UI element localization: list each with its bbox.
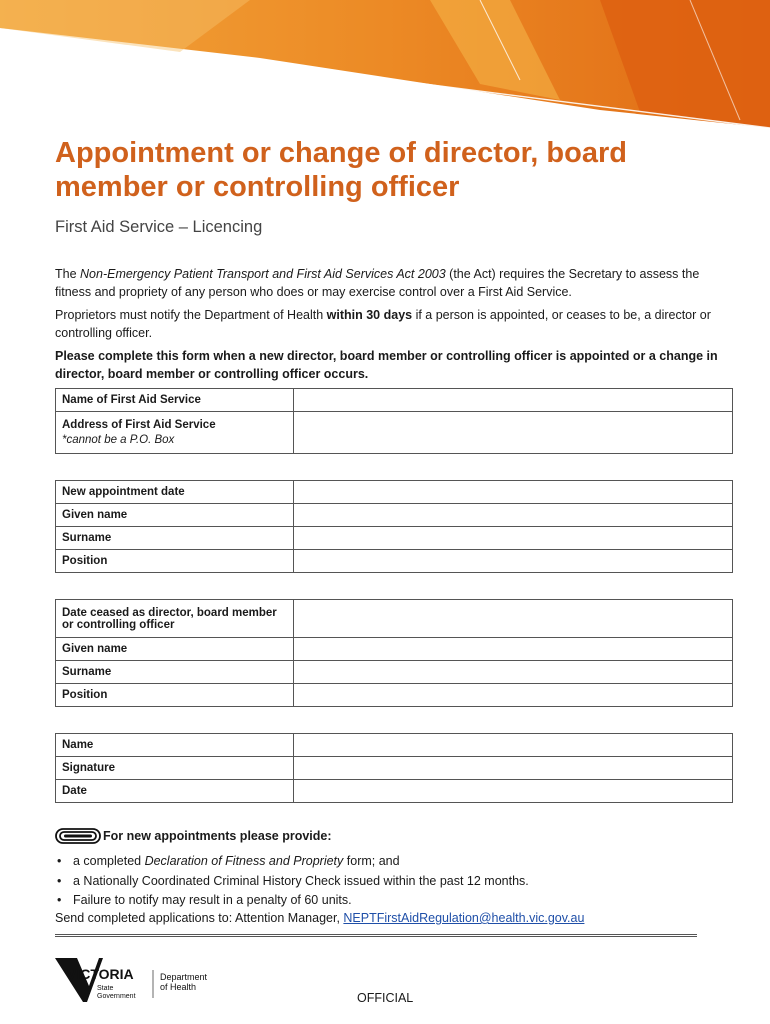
- service-address-label: Address of First Aid Service *cannot be a P.O. Box: [56, 412, 294, 454]
- intro-paragraph-act: The Non-Emergency Patient Transport and First Aid Services Act 2003 (the Act) requires the Secretary to assess the fitness and propriety of any person who does or may exercise control over a First Aid Service.: [55, 267, 700, 299]
- signature-date-label: Date: [56, 780, 294, 803]
- victoria-government-logo: [55, 956, 225, 1004]
- signature-field[interactable]: [294, 757, 733, 780]
- email-link[interactable]: NEPTFirstAidRegulation@health.vic.gov.au: [343, 911, 585, 925]
- svg-text:State: State: [97, 985, 114, 992]
- list-item: • a Nationally Coordinated Criminal History Check issued within the past 12 months.: [55, 872, 529, 892]
- intro-paragraph-notify: Proprietors must notify the Department of Health within 30 days if a person is appointed, or ceases to be, a director or controlling officer.: [55, 308, 711, 340]
- ceased-surname-label: Surname: [56, 661, 294, 684]
- new-given-name-field[interactable]: [294, 504, 733, 527]
- footer-divider: [55, 934, 697, 937]
- ceased-surname-field[interactable]: [294, 661, 733, 684]
- date-ceased-label: Date ceased as director, board member or controlling officer: [56, 600, 294, 638]
- service-name-label: Name of First Aid Service: [56, 389, 294, 412]
- date-ceased-field[interactable]: [294, 600, 733, 638]
- list-item: • a completed Declaration of Fitness and Propriety form; and: [55, 852, 529, 872]
- svg-text:Government: Government: [97, 993, 136, 1000]
- signature-label: Signature: [56, 757, 294, 780]
- new-given-name-label: Given name: [56, 504, 294, 527]
- signature-date-field[interactable]: [294, 780, 733, 803]
- service-details-table: [55, 388, 733, 454]
- ceased-table: [55, 599, 733, 707]
- new-surname-field[interactable]: [294, 527, 733, 550]
- address-note: *cannot be a P.O. Box: [62, 434, 175, 446]
- intro-paragraph-instructions: Please complete this form when a new director, board member or controlling officer is appointed or a change in director, board member or controlling officer occurs.: [55, 349, 718, 381]
- ceased-given-name-label: Given name: [56, 638, 294, 661]
- ceased-position-field[interactable]: [294, 684, 733, 707]
- signer-name-label: Name: [56, 734, 294, 757]
- new-position-label: Position: [56, 550, 294, 573]
- list-item: • Failure to notify may result in a penalty of 60 units.: [55, 891, 529, 911]
- signer-name-field[interactable]: [294, 734, 733, 757]
- classification-label: OFFICIAL: [357, 991, 414, 1005]
- new-position-field[interactable]: [294, 550, 733, 573]
- paperclip-icon: [55, 828, 101, 844]
- new-appointment-date-field[interactable]: [294, 481, 733, 504]
- svg-text:VICTORIA: VICTORIA: [67, 966, 134, 982]
- requirements-list: [55, 852, 529, 911]
- header-banner: [0, 0, 770, 140]
- svg-text:Department: Department: [160, 972, 208, 982]
- page-subtitle: First Aid Service – Licencing: [55, 218, 263, 236]
- service-address-field[interactable]: [294, 412, 733, 454]
- new-surname-label: Surname: [56, 527, 294, 550]
- provide-heading: [55, 828, 332, 844]
- ceased-position-label: Position: [56, 684, 294, 707]
- provide-label: For new appointments please provide:: [103, 829, 332, 843]
- new-appointment-date-label: New appointment date: [56, 481, 294, 504]
- svg-text:of Health: of Health: [160, 982, 197, 992]
- service-name-field[interactable]: [294, 389, 733, 412]
- signature-table: [55, 733, 733, 803]
- page-title: Appointment or change of director, board member or controlling officer: [55, 137, 627, 203]
- new-appointment-table: [55, 480, 733, 573]
- ceased-given-name-field[interactable]: [294, 638, 733, 661]
- send-instructions: Send completed applications to: Attention Manager, NEPTFirstAidRegulation@health.vic.gov.au: [55, 911, 585, 925]
